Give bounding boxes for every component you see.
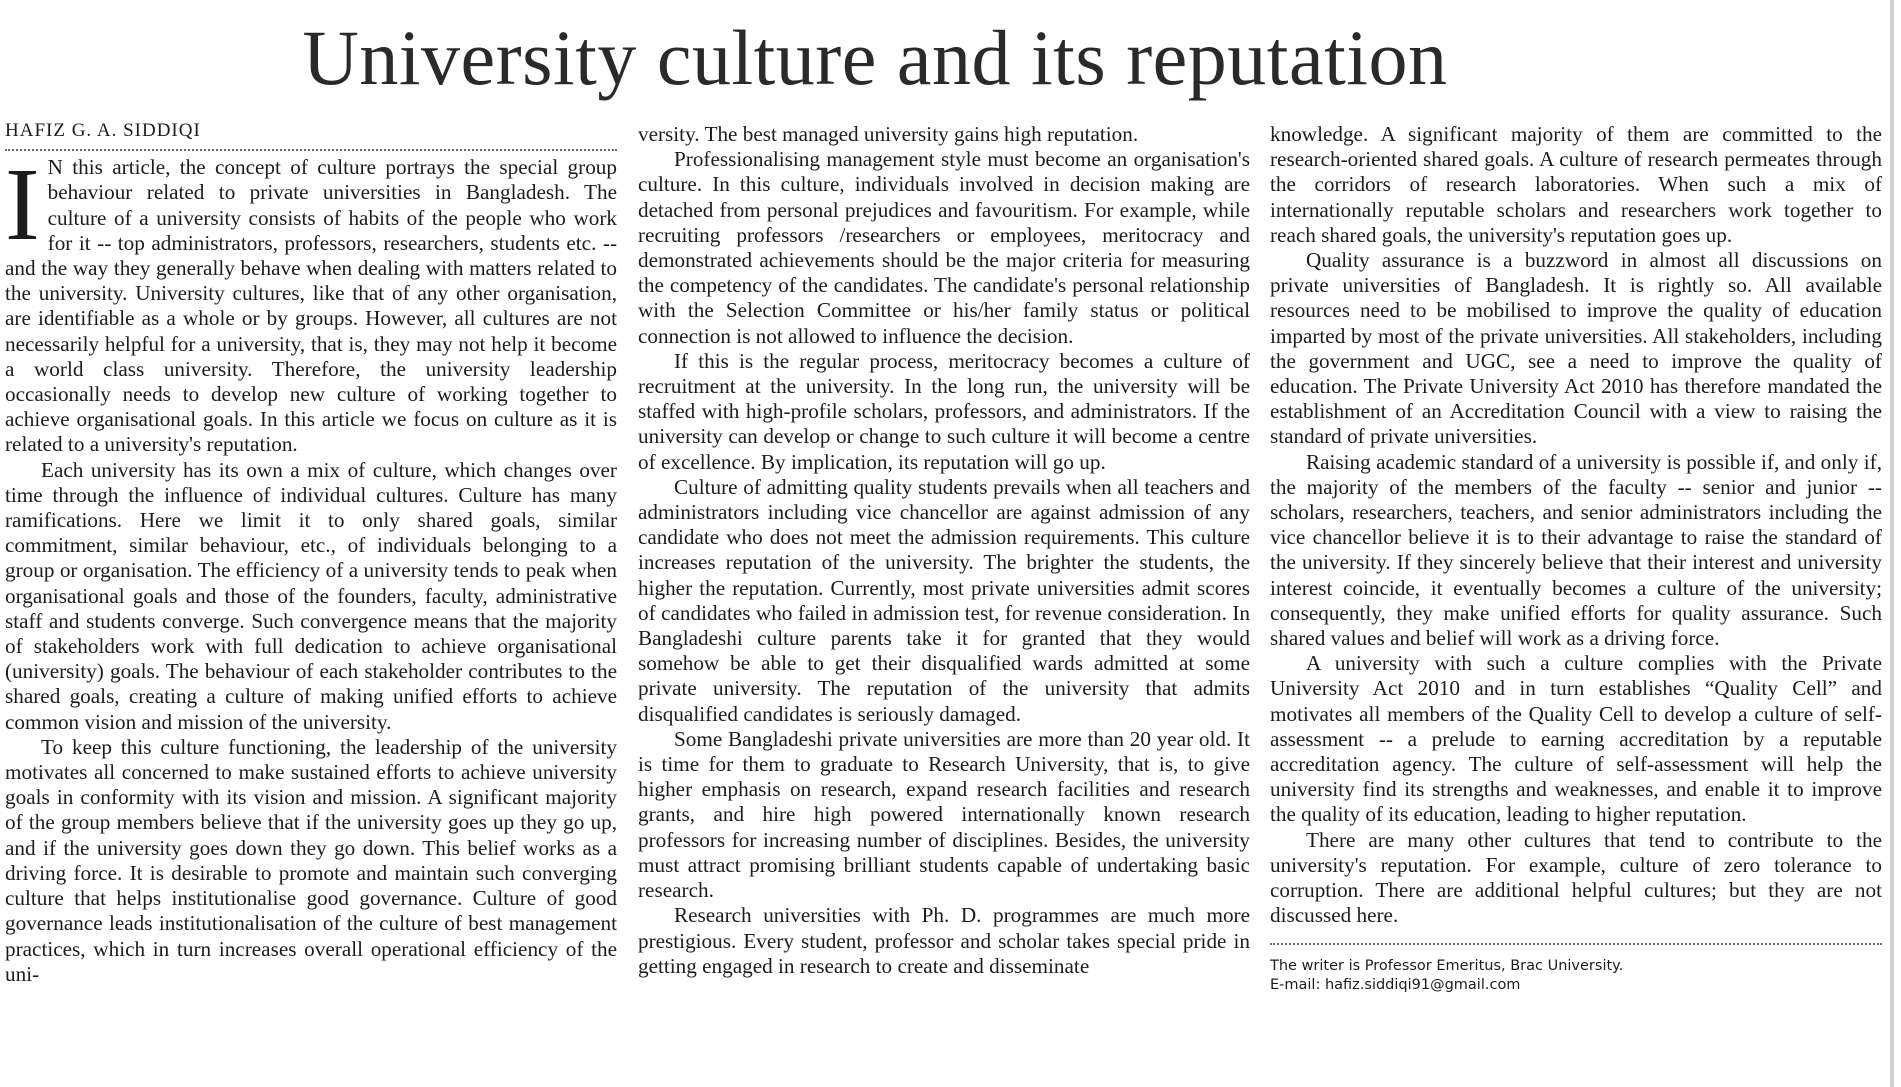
article-paragraph: If this is the regular process, meritocracy becomes a culture of recruitment at the university. In the long run, the university will be staffed with high-profile scholars, professors, and administrators. If the university can develop or change to such culture it will become a centre of excellence. By implication, its reputation will go up. <box>638 348 1250 474</box>
article-paragraph: Research universities with Ph. D. programmes are much more prestigious. Every student, professor and scholar takes special pride in getting engaged in research to create and disseminate <box>638 903 1250 978</box>
author-footnote <box>1270 943 1882 995</box>
article-paragraph: Each university has its own a mix of culture, which changes over time through the influence of individual cultures. Culture has many ramifications. Here we limit it to only shared goals, similar commitment, similar behaviour, etc., of individuals belonging to a group or organisation. The efficiency of a university tends to peak when organisational goals and those of the founders, faculty, administrative staff and students converge. Such convergence means that the majority of stakeholders work with full dedication to achieve organisational (university) goals. The behaviour of each stakeholder contributes to the shared goals, creating a culture of making unified efforts to achieve common vision and mission of the university. <box>5 457 617 734</box>
article-column-1 <box>5 118 617 987</box>
article-paragraph: To keep this culture functioning, the leadership of the university motivates all concerned to make sustained efforts to achieve university goals in conformity with its vision and mission. A significant majority of the group members believe that if the university goes up they go up, and if the university goes down they go down. This belief works as a driving force. It is desirable to promote and maintain such converging culture that helps institutionalise good governance. Culture of good governance leads institutionalisation of the culture of best management practices, which in turn increases overall operational efficiency of the uni- <box>5 734 617 986</box>
article-paragraph: I N this article, the concept of culture portrays the special group behaviour related to private universities in Bangladesh. The culture of a university consists of habits of the people who work for it -- top administrators, professors, researchers, students etc. -- and the way they generally behave when dealing with matters related to the university. University cultures, like that of any other organisation, are identifiable as a whole or by groups. However, all cultures are not necessarily helpful for a university, that is, they may not help it become a world class university. Therefore, the university leadership occasionally needs to develop new culture of working together to achieve organisational goals. In this article we focus on culture as it is related to a university's reputation. <box>5 147 617 457</box>
article-paragraph: versity. The best managed university gains high reputation. <box>638 122 1139 146</box>
article-paragraph: knowledge. A significant majority of them are committed to the research-oriented shared goals. A culture of research permeates through the corridors of research laboratories. When such a mix of internationally reputable scholars and researchers work together to reach shared goals, the university's reputation goes up. <box>1270 122 1882 247</box>
author-credit: The writer is Professor Emeritus, Brac University. <box>1270 957 1624 974</box>
author-byline: HAFIZ G. A. SIDDIQI <box>5 118 617 151</box>
article-paragraph: A university with such a culture complies with the Private University Act 2010 and in turn establishes “Quality Cell” and motivates all members of the Quality Cell to develop a culture of self-assessment -- a prelude to earning accreditation by a reputable accreditation agency. The culture of self-assessment will help the university find its strengths and weaknesses, and enable it to improve the quality of its education, leading to higher reputation. <box>1270 651 1882 827</box>
author-email: E-mail: hafiz.siddiqi91@gmail.com <box>1270 976 1521 993</box>
article-paragraph: Some Bangladeshi private universities are more than 20 year old. It is time for them to graduate to Research University, that is, to give higher emphasis on research, expand research facilities and research grants, and hire high powered internationally known research professors for increasing number of disciplines. Besides, the university must attract promising brilliant students capable of undertaking basic research. <box>638 726 1250 903</box>
article-paragraph: Professionalising management style must become an organisation's culture. In this culture, individuals involved in decision making are detached from personal prejudices and favouritism. For example, while recruiting professors /researchers or employees, meritocracy and demonstrated achievements should be the major criteria for measuring the competency of the candidates. The candidate's personal relationship with the Selection Committee or his/her family status or political connection is not allowed to influence the decision. <box>638 147 1250 348</box>
article-headline: University culture and its reputation <box>302 14 1448 101</box>
article-paragraph: Raising academic standard of a university is possible if, and only if, the majority of the members of the faculty -- senior and junior -- scholars, researchers, teachers, and senior administrators including the vice chancellor believe it is to their advantage to raise the standard of the university. If they sincerely believe that their interest and university interest coincide, it eventually becomes a culture of the university; consequently, they make unified efforts for quality assurance. Such shared values and belief will work as a driving force. <box>1270 449 1882 651</box>
article-paragraph: Culture of admitting quality students prevails when all teachers and administrators including vice chancellor are against admission of any candidate who does not meet the admission requirements. This culture increases reputation of the university. The brighter the students, the higher the reputation. Currently, most private universities admit scores of candidates who failed in admission test, for revenue consideration. In Bangladeshi culture parents take it for granted that they would somehow be able to get their disqualified wards admitted at some private university. The reputation of the university that admits disqualified candidates is seriously damaged. <box>638 474 1250 726</box>
drop-cap: I <box>5 147 40 263</box>
article-paragraph: There are many other cultures that tend to contribute to the university's reputation. For example, culture of zero tolerance to corruption. There are additional helpful cultures; but they are not discussed here. <box>1270 827 1882 928</box>
article-column-2 <box>638 122 1250 979</box>
article-paragraph: Quality assurance is a buzzword in almost all discussions on private universities of Bangladesh. It is rightly so. All available resources need to be mobilised to improve the quality of education imparted by most of the private universities. All stakeholders, including the government and UGC, see a need to improve the quality of education. The Private University Act 2010 has therefore mandated the establishment of an Accreditation Council with a view to raising the standard of private universities. <box>1270 248 1882 449</box>
page-edge-rule <box>1890 0 1894 1087</box>
article-column-3 <box>1270 122 1882 995</box>
